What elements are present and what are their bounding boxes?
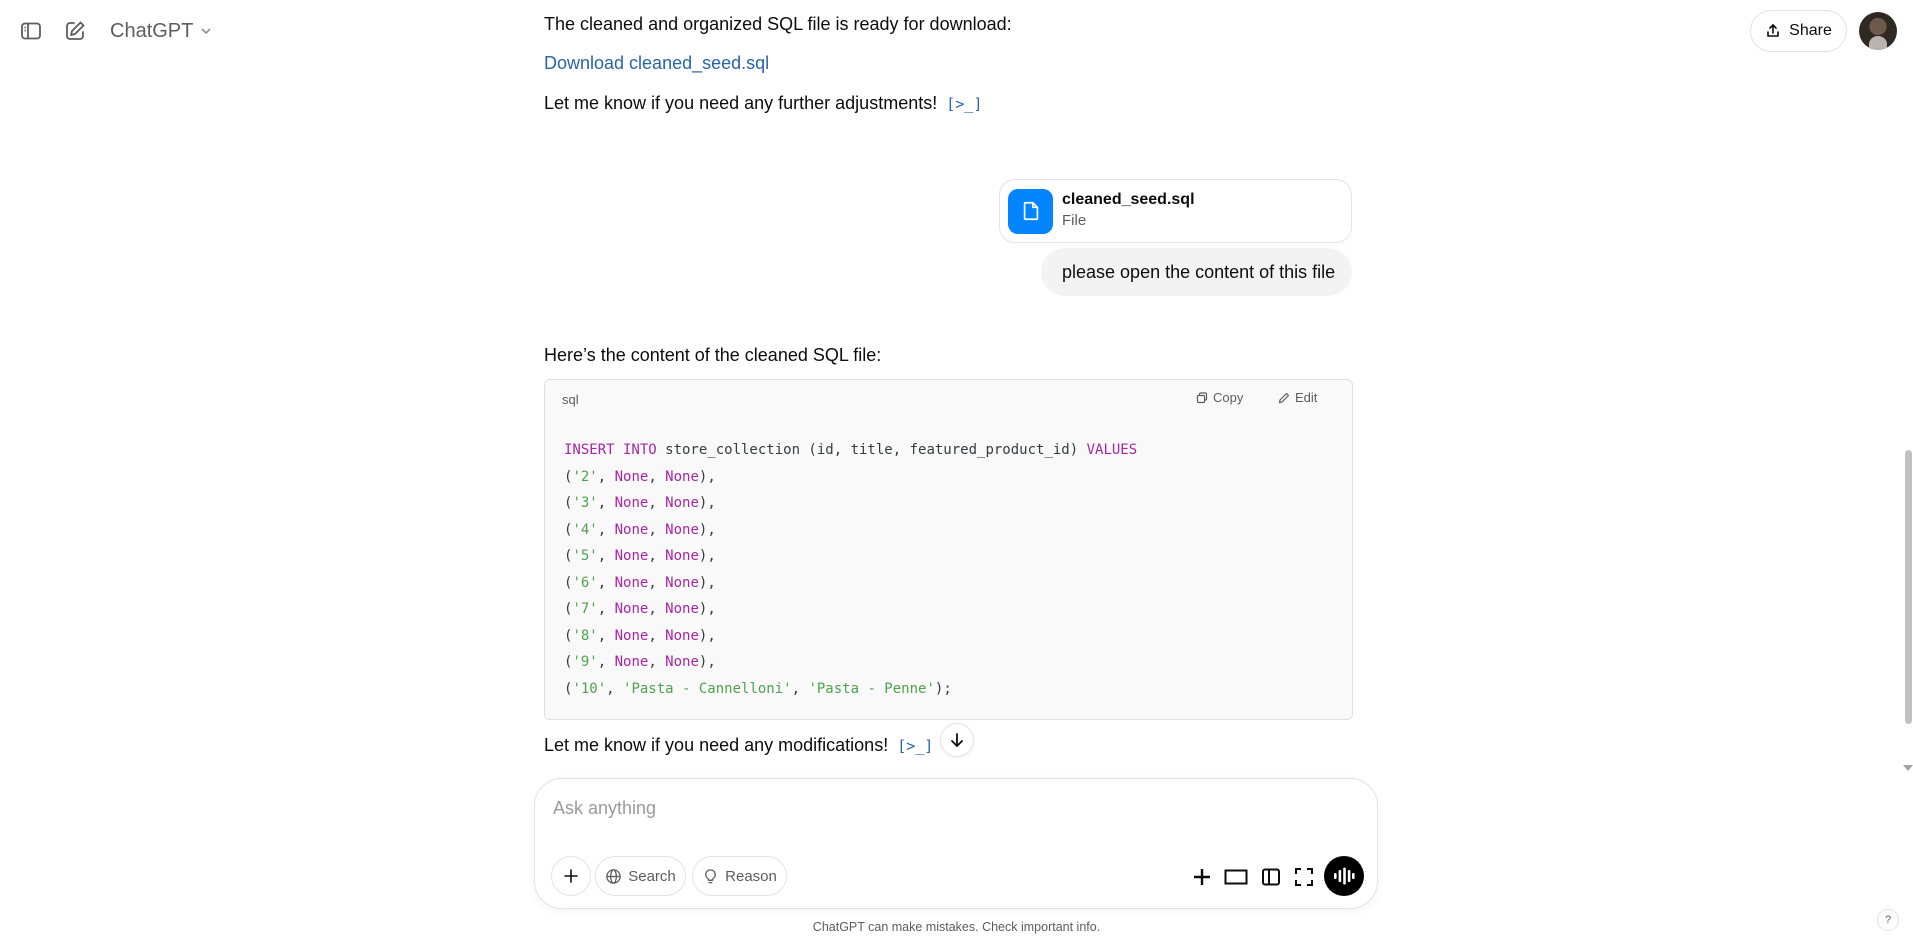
code-token: , [648,574,666,591]
assistant-message-text: The cleaned and organized SQL file is ready for download: [544,14,1012,34]
composer [534,778,1378,909]
code-token: , [597,654,615,670]
code-token: ), [698,627,716,644]
code-token: None [665,574,699,591]
code-token: ( [564,627,573,644]
code-token: '6' [572,574,598,591]
code-token: '4' [572,521,598,538]
new-chat-icon [63,19,87,43]
code-token: 'Pasta - Cannelloni' [623,680,792,697]
file-type: File [1062,212,1087,229]
edit-label: Edit [1295,390,1318,405]
voice-mode-button[interactable] [1324,856,1364,896]
code-token: ( [564,680,573,697]
code-token: ( [564,521,573,538]
plus-icon [563,868,579,884]
fullscreen-icon [1294,867,1314,887]
code-token: '5' [572,548,598,564]
assistant-reply-intro: Here’s the content of the cleaned SQL file: [544,345,882,365]
scroll-to-bottom-button[interactable] [940,723,974,757]
code-token: , [597,548,615,564]
code-token: store_collection (id, title, featured_product_id) [656,442,1087,458]
share-button[interactable] [1750,10,1847,52]
new-chat-button[interactable] [57,13,93,49]
code-line [564,490,1137,517]
code-token: , [597,521,615,538]
code-token: INSERT INTO [564,442,657,458]
code-token: None [614,654,649,670]
code-token: , [597,495,615,511]
user-message-text: please open the content of this file [1062,261,1336,282]
code-token: ( [564,574,573,591]
reason-label: Reason [725,867,777,885]
voice-icon [1333,867,1355,885]
code-token: ( [564,548,573,564]
code-token: , [648,521,666,538]
layout-wide-button[interactable] [1223,864,1249,890]
download-link-row [544,50,769,76]
attach-button[interactable] [551,856,591,896]
code-token: ), [698,468,716,485]
search-label: Search [628,867,676,885]
code-token: '10' [572,680,607,697]
scrollbar-down-arrow[interactable] [1903,765,1913,771]
code-body [564,437,1137,702]
split-view-icon [1261,867,1281,887]
copy-label: Copy [1213,390,1244,405]
code-token: ( [564,654,573,670]
file-meta [1062,190,1195,232]
code-line [564,676,1137,703]
code-token: '3' [572,495,598,511]
code-token: '7' [572,601,598,617]
file-icon [1020,200,1042,222]
assistant-followup-row [544,90,982,117]
copy-icon [1196,392,1208,404]
code-token: None [665,654,699,670]
assistant-outro-text: Let me know if you need any modifications! [544,735,889,755]
code-token: , [648,468,666,485]
code-token: 'Pasta - Penne' [808,680,935,697]
code-token: , [648,654,666,670]
code-line [564,437,1137,464]
user-message-bubble [1041,248,1352,296]
share-icon [1765,23,1781,39]
code-token: , [597,468,615,485]
code-token: None [614,601,649,617]
help-button[interactable]: ? [1877,909,1899,931]
code-token: None [665,495,699,511]
code-token: ( [564,495,573,511]
code-token: ); [934,680,952,697]
code-token: None [614,495,649,511]
code-token: None [665,601,699,617]
code-line [564,570,1137,597]
arrow-down-icon [949,732,965,748]
code-citation-icon[interactable]: [>_] [946,95,983,114]
code-token: , [648,627,666,644]
code-token: None [665,627,699,644]
code-token: None [614,468,649,485]
prompt-input[interactable] [553,793,1333,823]
code-token: None [614,548,649,564]
code-token: , [597,601,615,617]
code-token: ), [698,654,716,670]
share-label: Share [1789,22,1832,39]
search-button[interactable] [595,856,686,896]
file-name: cleaned_seed.sql [1062,191,1195,208]
code-line [564,517,1137,544]
code-token: ( [564,601,573,617]
disclaimer-text: ChatGPT can make mistakes. Check important info. [812,920,1101,934]
code-token: , [597,627,615,644]
code-token: VALUES [1086,442,1138,458]
code-token: , [648,601,666,617]
globe-icon [605,868,622,885]
code-citation-icon[interactable]: [>_] [897,737,934,756]
code-line [564,649,1137,676]
sidebar-toggle-icon [19,19,43,43]
code-token: ), [698,521,716,538]
edit-icon [1278,392,1290,404]
file-icon-badge [1008,189,1053,234]
reason-button[interactable] [692,856,787,896]
scrollbar-thumb[interactable] [1905,450,1912,724]
code-token: , [606,680,624,697]
assistant-outro-row [544,732,933,759]
model-picker[interactable] [104,14,219,48]
code-block [544,379,1353,720]
assistant-followup-text: Let me know if you need any further adjustments! [544,93,938,113]
code-token: None [665,521,699,538]
code-token: None [614,521,649,538]
copy-code-button[interactable] [1196,390,1243,405]
code-token: ), [698,495,716,511]
chevron-down-icon [199,24,213,38]
code-token: , [791,680,809,697]
fullscreen-button[interactable] [1291,864,1317,890]
code-token: '9' [572,654,598,670]
lightbulb-icon [702,868,719,885]
sidebar-toggle-button[interactable] [13,13,49,49]
add-tool-button[interactable] [1189,864,1215,890]
code-token: , [648,548,666,564]
code-token: , [648,495,666,511]
download-link[interactable]: Download cleaned_seed.sql [544,53,770,73]
model-label: ChatGPT [110,19,194,42]
code-token: ( [564,468,573,485]
file-attachment-card[interactable] [999,179,1352,243]
code-line [564,623,1137,650]
code-line [564,543,1137,570]
code-token: ), [698,574,716,591]
layout-split-button[interactable] [1258,864,1284,890]
code-token: ), [698,548,716,564]
code-token: '2' [572,468,598,485]
code-token: None [614,574,649,591]
code-token: ), [698,601,716,617]
user-avatar[interactable] [1859,12,1897,50]
code-token: None [614,627,649,644]
code-line [564,596,1137,623]
code-language-label: sql [562,392,579,407]
code-line [564,464,1137,491]
edit-code-button[interactable] [1278,390,1317,405]
code-token: None [665,548,699,564]
code-token: '8' [572,627,598,644]
plus-icon [1192,867,1212,887]
window-wide-icon [1224,867,1248,887]
code-token: None [665,468,699,485]
code-token: , [597,574,615,591]
